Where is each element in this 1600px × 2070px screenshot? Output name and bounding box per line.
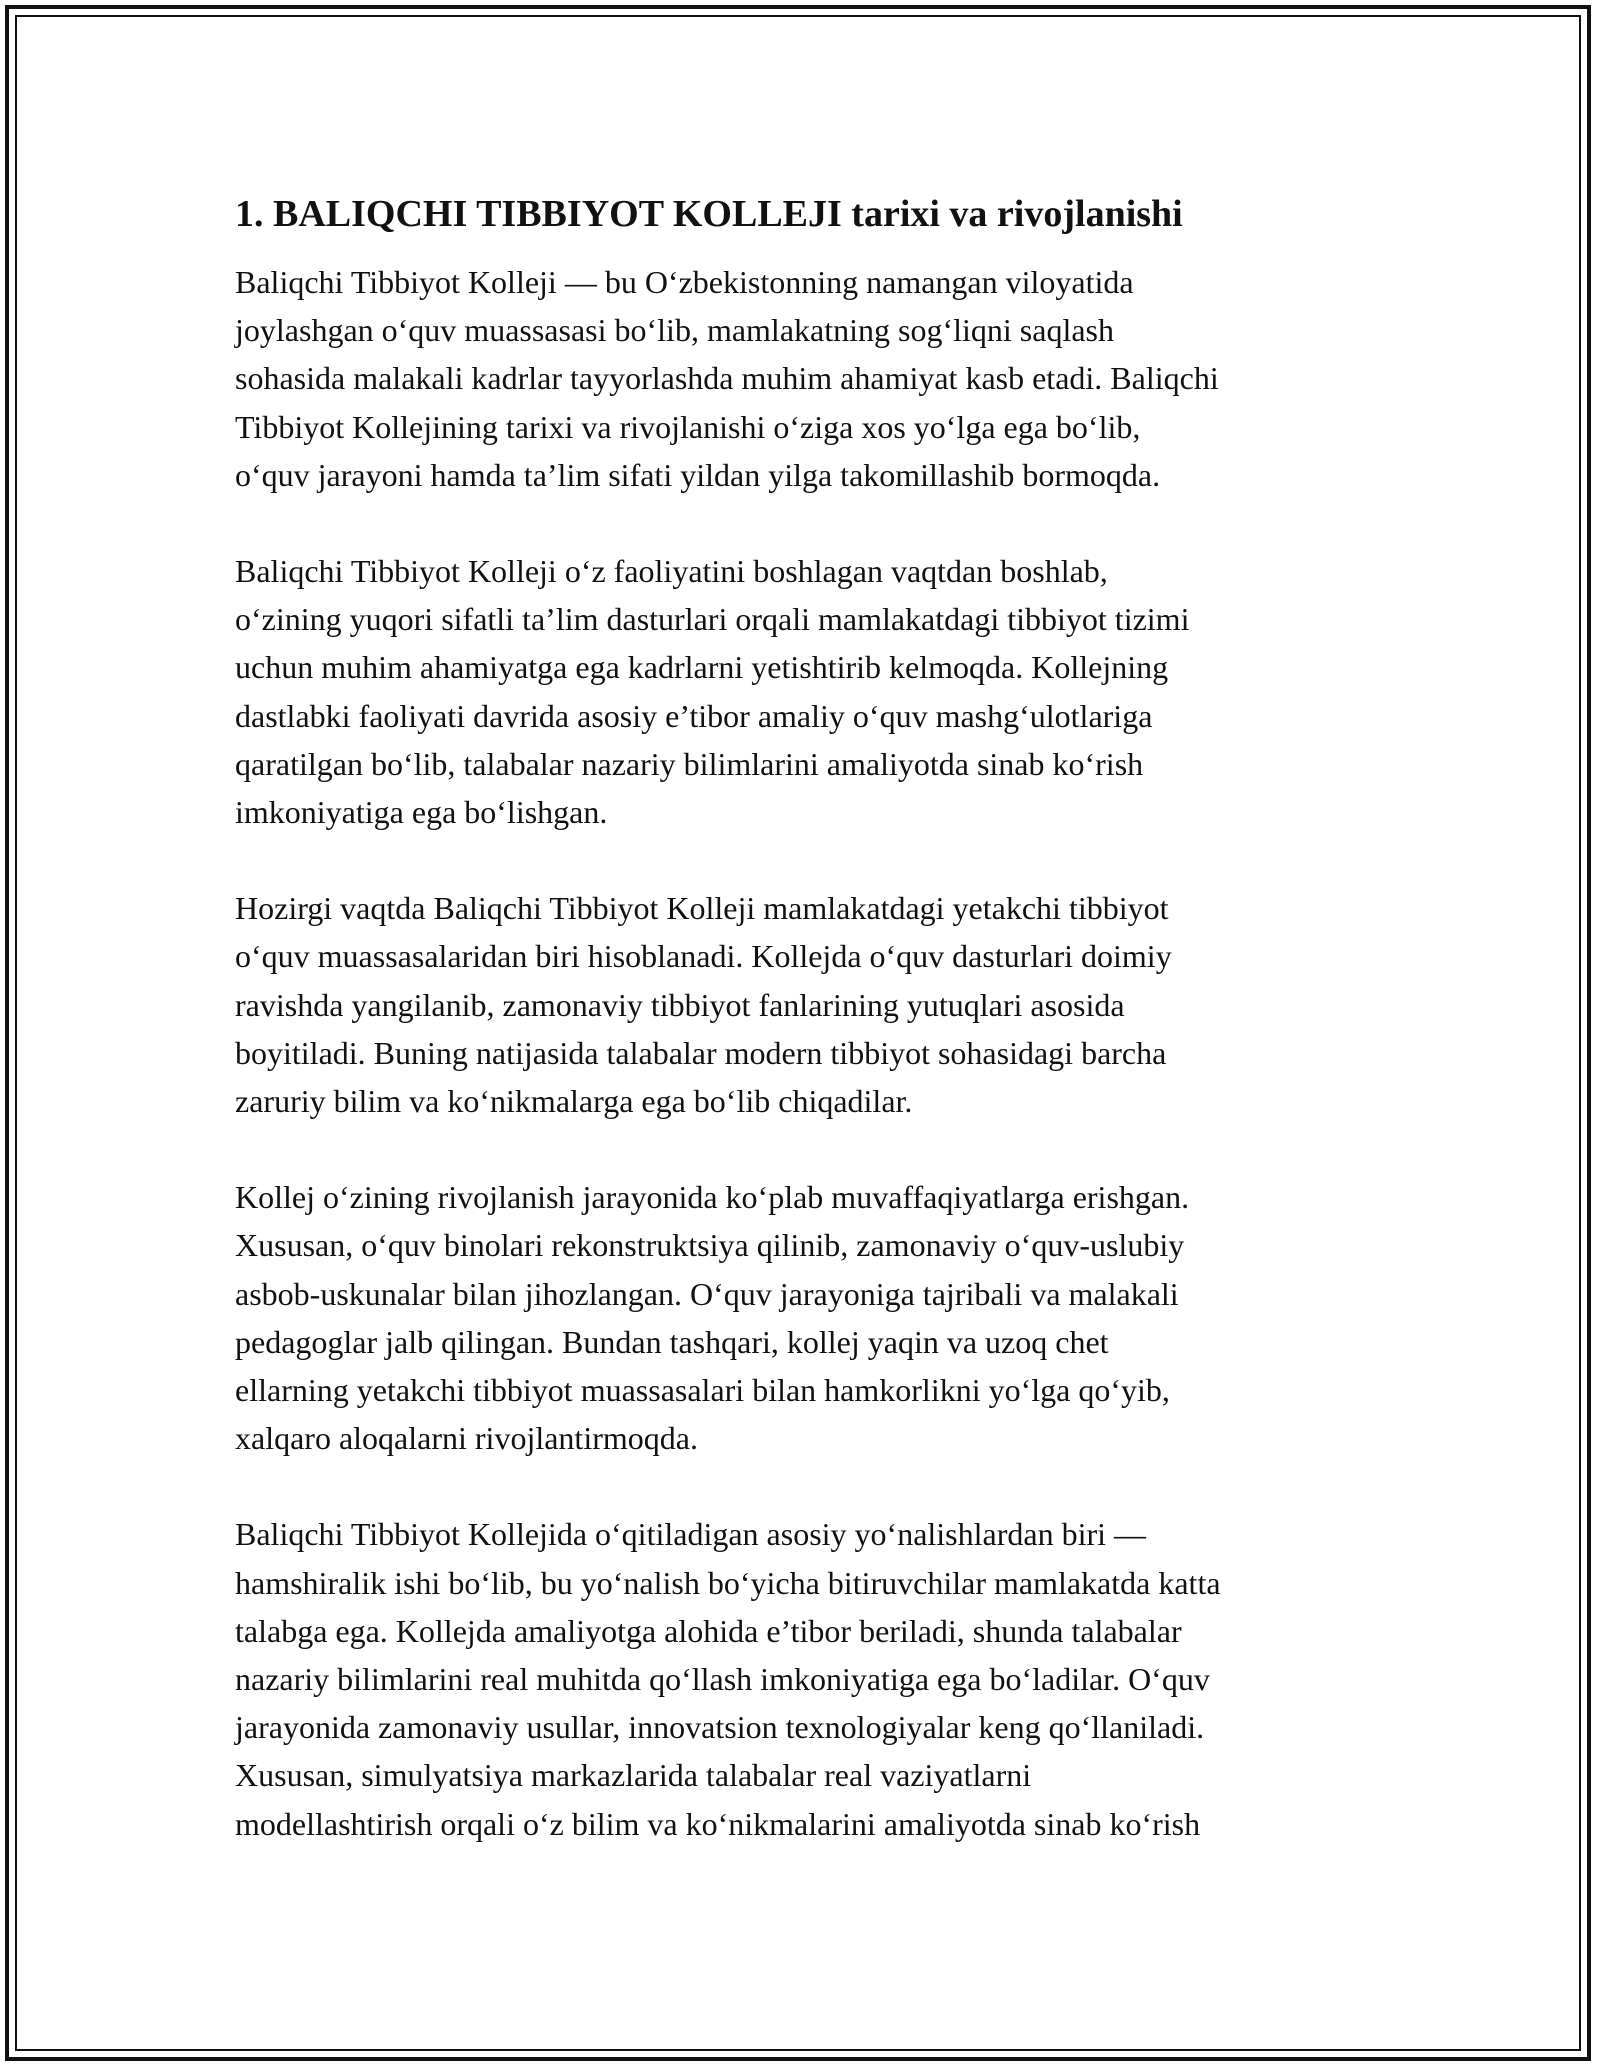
paragraph-3: [235, 884, 1370, 1125]
text-line: Xususan, simulyatsiya markazlarida talabalar real vaziyatlarni: [235, 1757, 1032, 1794]
text-line: ravishda yangilanib, zamonaviy tibbiyot fanlarining yutuqlari asosida: [235, 986, 1125, 1023]
text-line: jarayonida zamonaviy usullar, innovatsion texnologiyalar keng qo‘llaniladi.: [235, 1709, 1205, 1746]
text-line: o‘zining yuqori sifatli ta’lim dasturlari orqali mamlakatdagi tibbiyot tizimi: [235, 601, 1190, 638]
text-line: joylashgan o‘quv muassasasi bo‘lib, mamlakatning sog‘liqni saqlash: [235, 312, 1114, 349]
text-line: Kollej o‘zining rivojlanish jarayonida ko‘plab muvaffaqiyatlarga erishgan.: [235, 1179, 1190, 1216]
text-line: o‘quv jarayoni hamda ta’lim sifati yildan yilga takomillashib bormoqda.: [235, 456, 1161, 493]
text-line: Tibbiyot Kollejining tarixi va rivojlanishi o‘ziga xos yo‘lga ega bo‘lib,: [235, 408, 1141, 445]
text-line: imkoniyatiga ega bo‘lishgan.: [235, 794, 608, 831]
text-line: sohasida malakali kadrlar tayyorlashda muhim ahamiyat kasb etadi. Baliqchi: [235, 360, 1219, 397]
text-line: Baliqchi Tibbiyot Kolleji o‘z faoliyatini boshlagan vaqtdan boshlab,: [235, 553, 1108, 590]
text-line: qaratilgan bo‘lib, talabalar nazariy bilimlarini amaliyotda sinab ko‘rish: [235, 745, 1144, 782]
text-line: talabga ega. Kollejda amaliyotga alohida e’tibor beriladi, shunda talabalar: [235, 1612, 1182, 1649]
document-body: [235, 188, 1370, 1896]
text-line: pedagoglar jalb qilingan. Bundan tashqari, kollej yaqin va uzoq chet: [235, 1323, 1109, 1360]
text-line: Baliqchi Tibbiyot Kolleji — bu O‘zbekistonning namangan viloyatida: [235, 264, 1134, 300]
text-line: hamshiralik ishi bo‘lib, bu yo‘nalish bo‘yicha bitiruvchilar mamlakatda katta: [235, 1564, 1221, 1601]
text-line: xalqaro aloqalarni rivojlantirmoqda.: [235, 1420, 698, 1457]
text-line: Baliqchi Tibbiyot Kollejida o‘qitiladigan asosiy yo‘nalishlardan biri —: [235, 1516, 1147, 1553]
text-line: zaruriy bilim va ko‘nikmalarga ega bo‘lib chiqadilar.: [235, 1083, 913, 1120]
text-line: Xususan, o‘quv binolari rekonstruktsiya qilinib, zamonaviy o‘quv-uslubiy: [235, 1227, 1185, 1264]
paragraph-4: [235, 1173, 1370, 1462]
page-title: 1. BALIQCHI TIBBIYOT KOLLEJI tarixi va rivojlanishi: [235, 193, 1183, 235]
text-line: asbob-uskunalar bilan jihozlangan. O‘quv jarayoniga tajribali va malakali: [235, 1275, 1179, 1312]
text-line: o‘quv muassasalaridan biri hisoblanadi. Kollejda o‘quv dasturlari doimiy: [235, 938, 1172, 975]
paragraph-2: [235, 547, 1370, 836]
text-line: uchun muhim ahamiyatga ega kadrlarni yetishtirib kelmoqda. Kollejning: [235, 649, 1169, 686]
text-line: nazariy bilimlarini real muhitda qo‘llash imkoniyatiga ega bo‘ladilar. O‘quv: [235, 1661, 1210, 1698]
text-line: modellashtirish orqali o‘z bilim va ko‘nikmalarini amaliyotda sinab ko‘rish: [235, 1805, 1201, 1842]
text-line: boyitiladi. Buning natijasida talabalar modern tibbiyot sohasidagi barcha: [235, 1034, 1167, 1071]
text-line: dastlabki faoliyati davrida asosiy e’tibor amaliy o‘quv mashg‘ulotlariga: [235, 697, 1153, 734]
text-line: Hozirgi vaqtda Baliqchi Tibbiyot Kolleji mamlakatdagi yetakchi tibbiyot: [235, 890, 1169, 927]
text-line: ellarning yetakchi tibbiyot muassasalari bilan hamkorlikni yo‘lga qo‘yib,: [235, 1372, 1170, 1409]
paragraph-5: [235, 1510, 1370, 1847]
paragraph-1: [235, 258, 1370, 499]
